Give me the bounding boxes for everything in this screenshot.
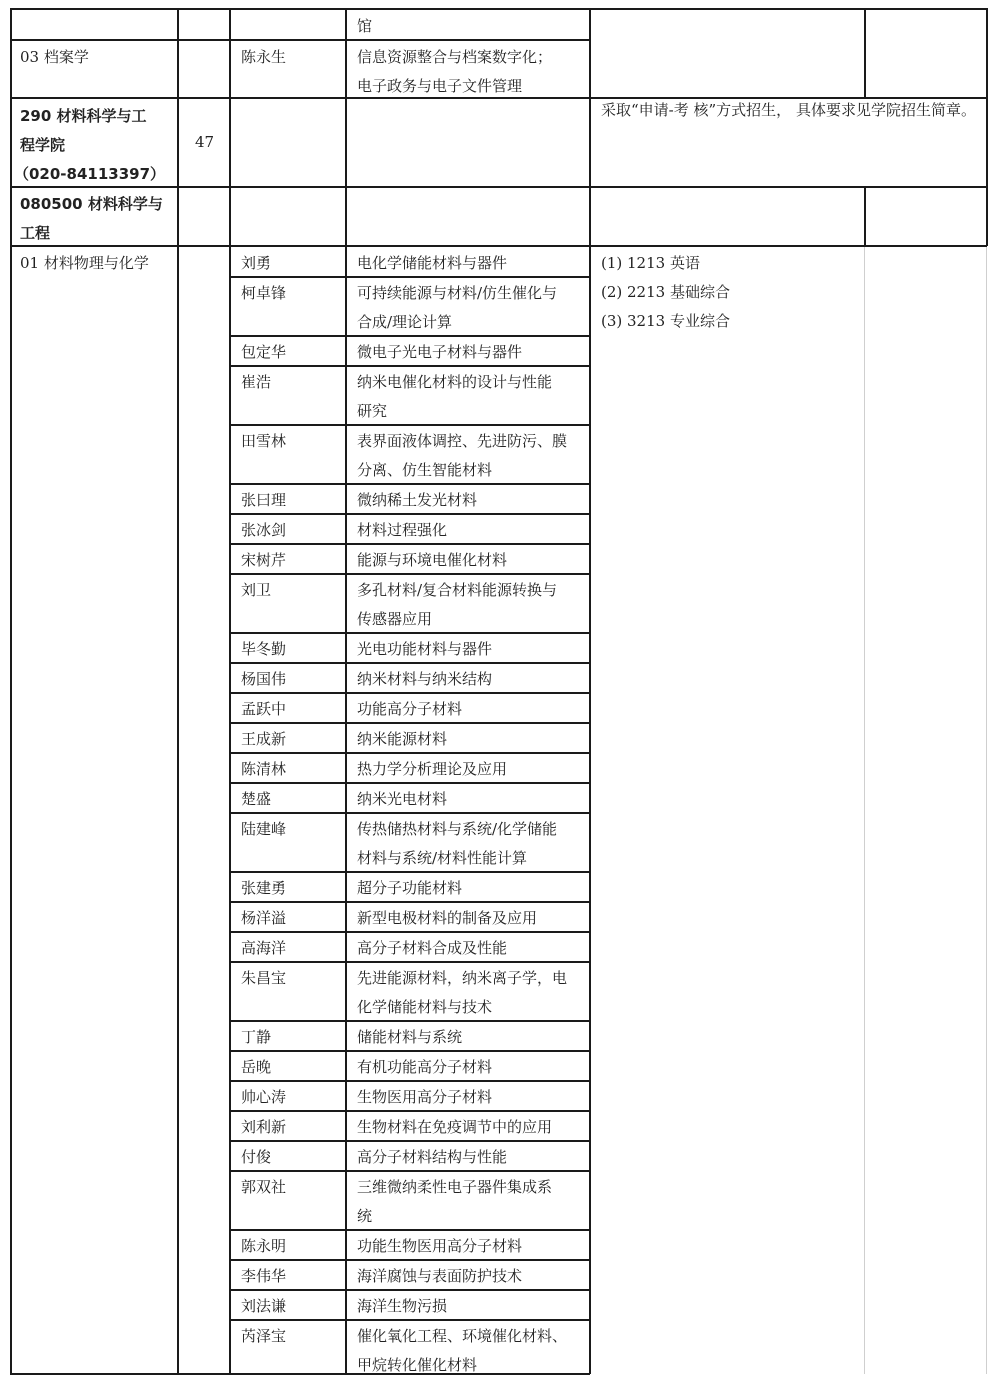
research-area: 微电子光电子材料与器件 — [357, 343, 523, 361]
advisor-name: 陈清林 — [241, 760, 287, 778]
advisor-row-divider — [229, 662, 590, 664]
direction-label: 01 材料物理与化学 — [20, 254, 149, 272]
research-area: 储能材料与系统 — [357, 1028, 463, 1046]
table-border-right-lower — [986, 246, 987, 1374]
table-border-right — [986, 8, 988, 246]
advisor-name: 刘勇 — [241, 254, 272, 272]
research-area: 生物材料在免疫调节中的应用 — [357, 1118, 553, 1136]
research-area: 海洋腐蚀与表面防护技术 — [357, 1267, 523, 1285]
research-area: 高分子材料结构与性能 — [357, 1148, 508, 1166]
research-line: 电子政务与电子文件管理 — [357, 77, 523, 95]
advisor-row-divider — [229, 961, 590, 963]
advisor-name: 杨国伟 — [241, 670, 287, 688]
research-area: 有机功能高分子材料 — [357, 1058, 493, 1076]
research-area: 超分子功能材料 — [357, 879, 463, 897]
column-divider-5b — [864, 186, 866, 246]
research-area: 多孔材料/复合材料能源转换与 — [357, 581, 558, 599]
research-area: 材料过程强化 — [357, 521, 448, 539]
advisor-name: 李伟华 — [241, 1267, 287, 1285]
research-area: 研究 — [357, 402, 388, 420]
enrollment-quota: 47 — [195, 133, 215, 151]
research-area: 传感器应用 — [357, 610, 433, 628]
row-divider — [10, 39, 590, 41]
advisor-name: 高海洋 — [241, 939, 287, 957]
admission-note: 采取“申请-考 核”方式招生， 具体要求见学院招生简章。 — [601, 101, 976, 119]
advisor-name: 王成新 — [241, 730, 287, 748]
advisor-row-divider — [229, 276, 590, 278]
research-area: 合成/理论计算 — [357, 313, 453, 331]
research-area: 化学储能材料与技术 — [357, 998, 493, 1016]
table-border-top — [10, 8, 987, 10]
advisor-name: 岳晚 — [241, 1058, 272, 1076]
advisor-name: 田雪林 — [241, 432, 287, 450]
advisor-name: 郭双社 — [241, 1178, 287, 1196]
discipline-name: 080500 材料科学与 — [20, 195, 163, 213]
research-area: 分离、仿生智能材料 — [357, 461, 493, 479]
research-area: 海洋生物污损 — [357, 1297, 448, 1315]
advisor-name: 毕冬勤 — [241, 640, 287, 658]
research-area: 纳米能源材料 — [357, 730, 448, 748]
advisor-row-divider — [229, 931, 590, 933]
table-border-bottom — [10, 1373, 590, 1375]
advisor-name: 崔浩 — [241, 373, 272, 391]
advisor-name: 陆建峰 — [241, 820, 287, 838]
advisor-row-divider — [229, 901, 590, 903]
advisor-name: 刘利新 — [241, 1118, 287, 1136]
research-area: 功能高分子材料 — [357, 700, 463, 718]
research-area: 纳米光电材料 — [357, 790, 448, 808]
exam-subject: (3) 3213 专业综合 — [601, 312, 730, 330]
research-area: 先进能源材料，纳米离子学，电 — [357, 969, 568, 987]
advisor-row-divider — [229, 365, 590, 367]
research-area: 三维微纳柔性电子器件集成系 — [357, 1178, 553, 1196]
advisor-row-divider — [229, 812, 590, 814]
table-border-left — [10, 8, 12, 1374]
advisor-name: 丁静 — [241, 1028, 272, 1046]
advisor-row-divider — [229, 1289, 590, 1291]
advisor-name: 宋树芹 — [241, 551, 287, 569]
advisor-name: 刘卫 — [241, 581, 272, 599]
advisor-row-divider — [229, 1080, 590, 1082]
advisor-name: 付俊 — [241, 1148, 272, 1166]
discipline-name: 工程 — [20, 224, 51, 242]
research-area: 电化学储能材料与器件 — [357, 254, 508, 272]
major-tail-text: 馆 — [357, 17, 373, 35]
advisor-name: 帅心涛 — [241, 1088, 287, 1106]
research-area: 热力学分析理论及应用 — [357, 760, 508, 778]
college-name: 程学院 — [20, 136, 66, 154]
research-area: 生物医用高分子材料 — [357, 1088, 493, 1106]
research-area: 能源与环境电催化材料 — [357, 551, 508, 569]
advisor-row-divider — [229, 1229, 590, 1231]
column-divider-5a — [864, 8, 866, 98]
program-label: 03 档案学 — [20, 48, 89, 66]
advisor-row-divider — [229, 573, 590, 575]
research-area: 纳米材料与纳米结构 — [357, 670, 493, 688]
advisor-row-divider — [229, 513, 590, 515]
advisor-name: 芮泽宝 — [241, 1327, 287, 1345]
research-area: 表界面液体调控、先进防污、膜 — [357, 432, 568, 450]
advisor-row-divider — [229, 483, 590, 485]
advisor-name: 张曰理 — [241, 491, 287, 509]
row-divider — [10, 245, 987, 247]
research-area: 甲烷转化催化材料 — [357, 1356, 478, 1374]
advisor-row-divider — [229, 1110, 590, 1112]
research-area: 微纳稀土发光材料 — [357, 491, 478, 509]
exam-subject: (2) 2213 基础综合 — [601, 283, 730, 301]
advisor-name: 包定华 — [241, 343, 287, 361]
advisor-name: 刘法谦 — [241, 1297, 287, 1315]
research-area: 纳米电催化材料的设计与性能 — [357, 373, 553, 391]
research-area: 光电功能材料与器件 — [357, 640, 493, 658]
advisor-row-divider — [229, 752, 590, 754]
advisor-name: 陈永生 — [241, 48, 287, 66]
advisor-row-divider — [229, 1020, 590, 1022]
exam-subject: (1) 1213 英语 — [601, 254, 700, 272]
advisor-row-divider — [229, 424, 590, 426]
advisor-name: 陈永明 — [241, 1237, 287, 1255]
college-phone: （020-84113397） — [14, 165, 166, 183]
column-divider-5c — [864, 246, 865, 1374]
advisor-row-divider — [229, 1170, 590, 1172]
research-area: 新型电极材料的制备及应用 — [357, 909, 538, 927]
research-area: 材料与系统/材料性能计算 — [357, 849, 528, 867]
research-area: 可持续能源与材料/仿生催化与 — [357, 284, 558, 302]
advisor-name: 楚盛 — [241, 790, 272, 808]
advisor-row-divider — [229, 1259, 590, 1261]
research-area: 高分子材料合成及性能 — [357, 939, 508, 957]
research-line: 信息资源整合与档案数字化； — [357, 48, 553, 66]
research-area: 统 — [357, 1207, 373, 1225]
college-name: 290 材料科学与工 — [20, 107, 147, 125]
advisor-row-divider — [229, 335, 590, 337]
advisor-row-divider — [229, 692, 590, 694]
advisor-row-divider — [229, 871, 590, 873]
advisor-row-divider — [229, 722, 590, 724]
research-area: 功能生物医用高分子材料 — [357, 1237, 523, 1255]
advisor-row-divider — [229, 1319, 590, 1321]
advisor-row-divider — [229, 632, 590, 634]
advisor-row-divider — [229, 1140, 590, 1142]
advisor-name: 孟跃中 — [241, 700, 287, 718]
research-area: 催化氧化工程、环境催化材料、 — [357, 1327, 568, 1345]
advisor-name: 杨洋溢 — [241, 909, 287, 927]
advisor-row-divider — [229, 1050, 590, 1052]
advisor-row-divider — [229, 782, 590, 784]
column-divider-1 — [177, 8, 179, 1374]
research-area: 传热储热材料与系统/化学储能 — [357, 820, 558, 838]
advisor-name: 朱昌宝 — [241, 969, 287, 987]
advisor-name: 柯卓锋 — [241, 284, 287, 302]
advisor-name: 张冰剑 — [241, 521, 287, 539]
advisor-row-divider — [229, 543, 590, 545]
advisor-name: 张建勇 — [241, 879, 287, 897]
